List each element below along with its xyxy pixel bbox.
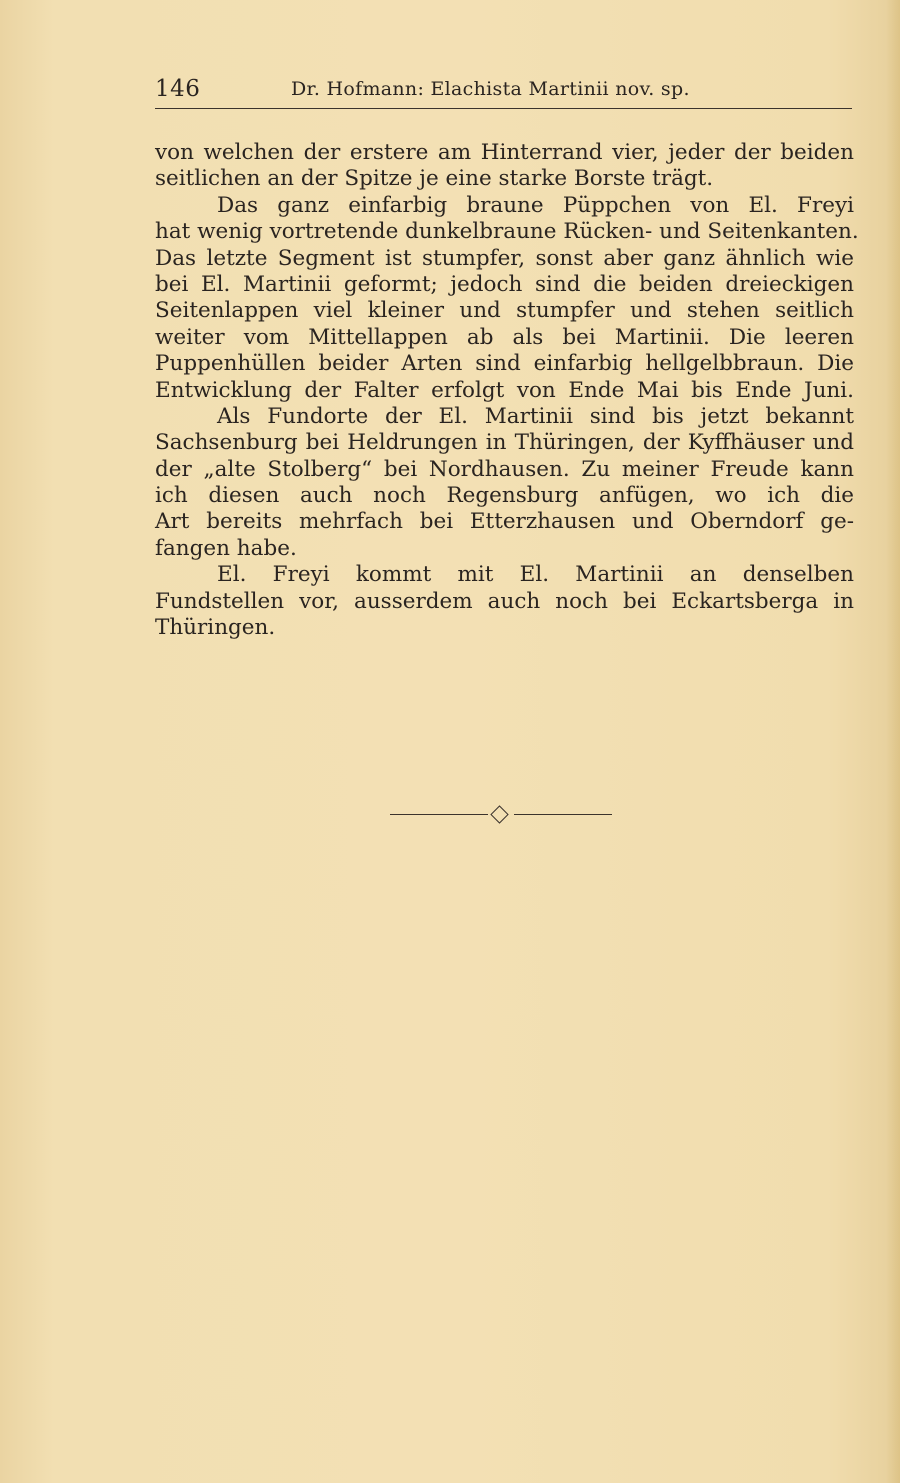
section-end-ornament <box>390 805 612 825</box>
text-line: seitlichen an der Spitze je eine starke Borste trägt. <box>155 166 714 192</box>
text-line: Als Fundorte der El. Martinii sind bis jetzt bekannt <box>217 403 854 429</box>
page-number: 146 <box>155 76 201 102</box>
ornament-rule-right <box>514 814 612 815</box>
text-line: fangen habe. <box>155 535 297 561</box>
text-line: Das letzte Segment ist stumpfer, sonst aber ganz ähnlich wie <box>155 245 854 271</box>
text-line: Entwicklung der Falter erfolgt von Ende Mai bis Ende Juni. <box>155 377 854 403</box>
text-line: Puppenhüllen beider Arten sind einfarbig hellgelbbraun. Die <box>155 351 854 377</box>
body-text <box>155 140 859 641</box>
text-line: hat wenig vortretende dunkelbraune Rücken- und Seitenkanten. <box>155 219 859 245</box>
text-line: weiter vom Mittellappen ab als bei Martinii. Die leeren <box>155 324 854 350</box>
running-head: Dr. Hofmann: Elachista Martinii nov. sp. <box>291 78 690 100</box>
text-line: Art bereits mehrfach bei Etterzhausen und Oberndorf ge- <box>155 509 854 535</box>
text-line: Das ganz einfarbig braune Püppchen von El. Freyi <box>217 192 854 218</box>
text-line: Sachsenburg bei Heldrungen in Thüringen, der Kyffhäuser und <box>155 430 854 456</box>
ornament-rule-left <box>390 814 488 815</box>
page-header <box>155 74 852 109</box>
diamond-ornament-icon <box>490 805 508 823</box>
text-line: der „alte Stolberg“ bei Nordhausen. Zu meiner Freude kann <box>155 456 854 482</box>
text-line: ich diesen auch noch Regensburg anfügen, wo ich die <box>155 483 854 509</box>
page-edge-shadow <box>886 0 900 1483</box>
text-line: El. Freyi kommt mit El. Martinii an denselben <box>217 562 854 588</box>
text-line: Fundstellen vor, ausserdem auch noch bei Eckartsberga in <box>155 588 854 614</box>
text-line: von welchen der erstere am Hinterrand vier, jeder der beiden <box>155 140 854 165</box>
text-line: Thüringen. <box>155 615 276 641</box>
text-line: Seitenlappen viel kleiner und stumpfer und stehen seitlich <box>155 298 854 324</box>
text-line: bei El. Martinii geformt; jedoch sind die beiden dreieckigen <box>155 271 854 297</box>
